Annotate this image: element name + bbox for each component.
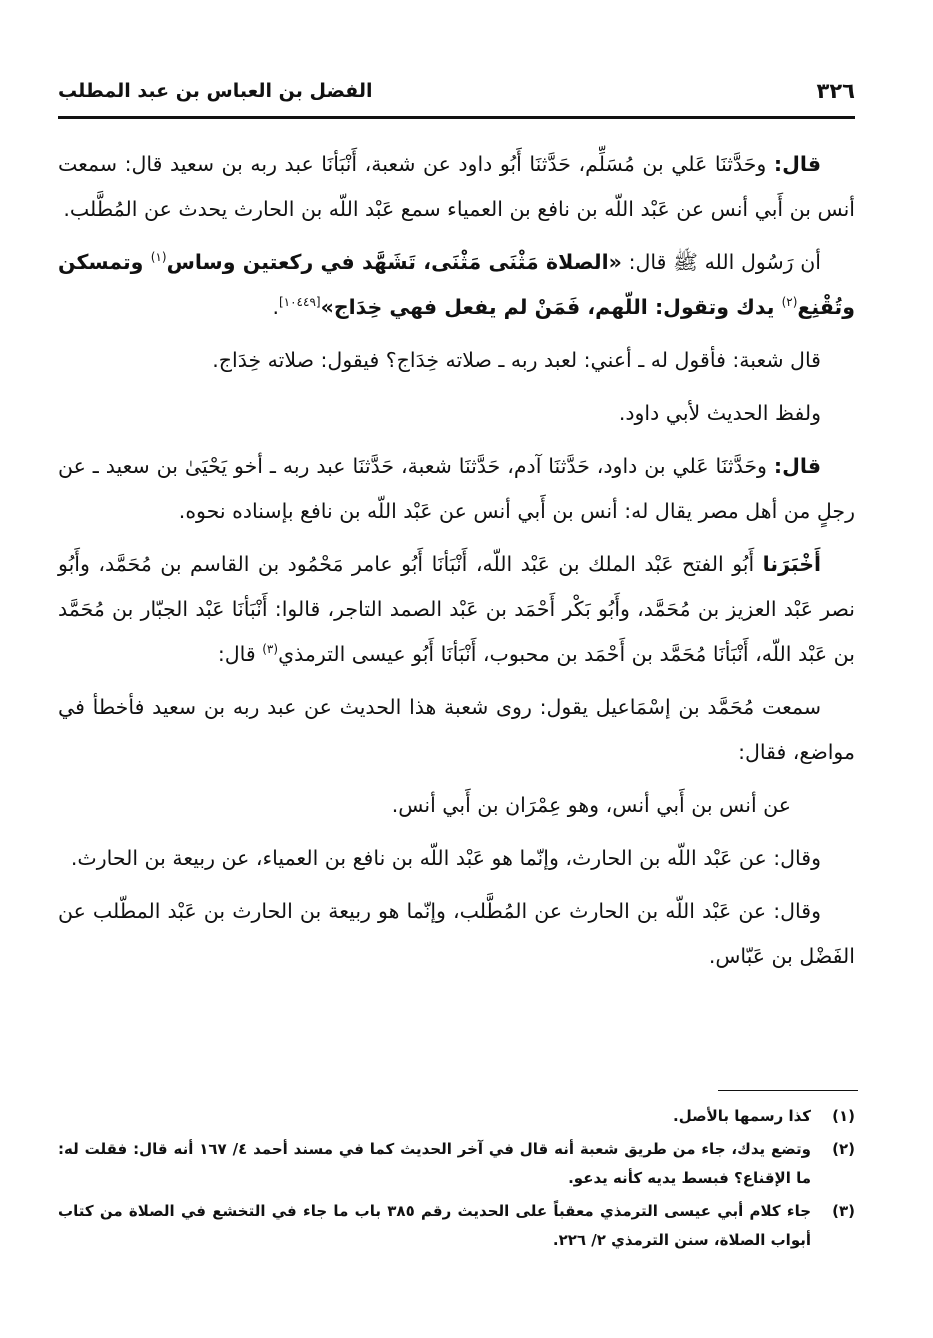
running-title: الفضل بن العباس بن عبد المطلب [58,80,373,102]
footnote-number: (١) [832,1107,855,1125]
paragraph-lead: قال: [773,454,821,478]
footnote-number: (٣) [832,1202,855,1220]
paragraph-lead: أَخْبَرَنا [762,552,821,576]
paragraph [58,783,855,828]
footnote-marker[interactable]: (٣) [262,642,279,657]
paragraph-text: سمعت مُحَمَّد بن إسْمَاعيل يقول: روى شعبة هذا الحديث عن عبد ربه بن سعيد فأخطأ في مواضع، فقال: [58,695,855,764]
header-rule [58,116,855,119]
paragraph [58,542,855,677]
footnote-text: كذا رسمها بالأصل. [673,1107,811,1125]
paragraph [58,889,855,979]
hadith-paragraph [58,240,855,330]
paragraph [58,836,855,881]
footnotes [58,1102,855,1259]
paragraph-text: قال شعبة: فأقول له ـ أعني: لعبد ربه ـ صلاته خِدَاج؟ فيقول: صلاته خِدَاج. [212,348,821,372]
paragraph-lead: قال: [773,152,821,176]
hadith-text: وتمسكن وتُقْنِع [58,250,855,319]
paragraph-text: أَبُو الفتح عَبْد الملك بن عَبْد اللّه، أَنْبَأنَا أَبُو عامر مَحْمُود بن القاسم بن مُحَمَّد، وأَبُو نصر عَبْد العزيز بن مُحَمَّد، وأَبُو بَكْر أَحْمَد بن عَبْد الصمد التاجر، قالوا: أَنْبَأنَا عَبْد الجبّار بن مُحَمَّد بن عَبْد اللّه، أَنْبَأنَا مُحَمَّد بن أَحْمَد بن محبوب، أَنْبَأنَا أَبُو عيسى الترمذي [58,552,855,666]
paragraph-text: ولفظ الحديث لأبي داود. [618,401,821,425]
footnote-number: (٢) [832,1140,855,1158]
footnote-marker[interactable]: (٢) [781,295,798,310]
paragraph-text: وحَدَّثنَا عَلي بن مُسَلِّم، حَدَّثنَا أَبُو داود عن شعبة، أَنْبَأنَا عبد ربه بن سعيد قال: سمعت أنس بن أَبي أنس عن عَبْد اللّه بن نافع بن العمياء سمع عَبْد اللّه بن الحارث يحدث عن المُطَّلب. [58,152,855,221]
paragraph [58,142,855,232]
paragraph-text: عن أنس بن أَبي أنس، وهو عِمْرَان بن أَبي أنس. [391,793,791,817]
paragraph [58,338,855,383]
footnote-rule [718,1090,858,1091]
paragraph-text: وقال: عن عَبْد اللّه بن الحارث، وإنّما هو عَبْد اللّه بن نافع بن العمياء، عن ربيعة بن الحارث. [70,846,821,870]
footnote [58,1102,855,1131]
page-header [58,70,855,112]
paragraph-text: وحَدَّثنَا عَلي بن داود، حَدَّثنَا آدم، حَدَّثنَا شعبة، حَدَّثنَا عبد ربه ـ أخو يَحْيَىٰ بن سعيد ـ عن رجلٍ من أهل مصر يقال له: أنس بن أَبي أنس عن عَبْد اللّه بن نافع بإسناده نحوه. [58,454,855,523]
hadith-text: يدك وتقول: اللّهم، فَمَنْ لم يفعل فهي خِدَاج» [320,295,782,319]
paragraph-tail: قال: [217,642,263,666]
footnote-marker[interactable]: (١) [150,250,167,265]
hadith-reference: [١٠٤٤٩] [278,295,321,310]
footnote-text: جاء كلام أبي عيسى الترمذي معقباً على الحديث رقم ٣٨٥ باب ما جاء في التخشع في الصلاة من كتاب أبواب الصلاة، سنن الترمذي ٢/ ٢٢٦. [58,1202,812,1249]
paragraph [58,444,855,534]
paragraph [58,685,855,775]
footnote [58,1197,855,1255]
footnote [58,1135,855,1193]
hadith-text: «الصلاة مَثْنَى مَثْنَى، تَشَهَّد في ركعتين وساس [166,250,622,274]
paragraph-text: وقال: عن عَبْد اللّه بن الحارث عن المُطَّلب، وإنّما هو ربيعة بن الحارث بن عَبْد المطّلب عن الفَضْل بن عَبّاس. [58,899,855,968]
main-text [58,142,855,987]
paragraph [58,391,855,436]
page-number: ٣٢٦ [816,79,855,103]
paragraph-end: . [272,295,279,319]
hadith-prefix: أن رَسُول الله ﷺ قال: [621,250,821,274]
footnote-text: وتضع يدك، جاء من طريق شعبة أنه قال في آخر الحديث كما في مسند أحمد ٤/ ١٦٧ أنه قال: فقلت له: ما الإقناع؟ فبسط يديه كأنه يدعو. [58,1140,812,1187]
